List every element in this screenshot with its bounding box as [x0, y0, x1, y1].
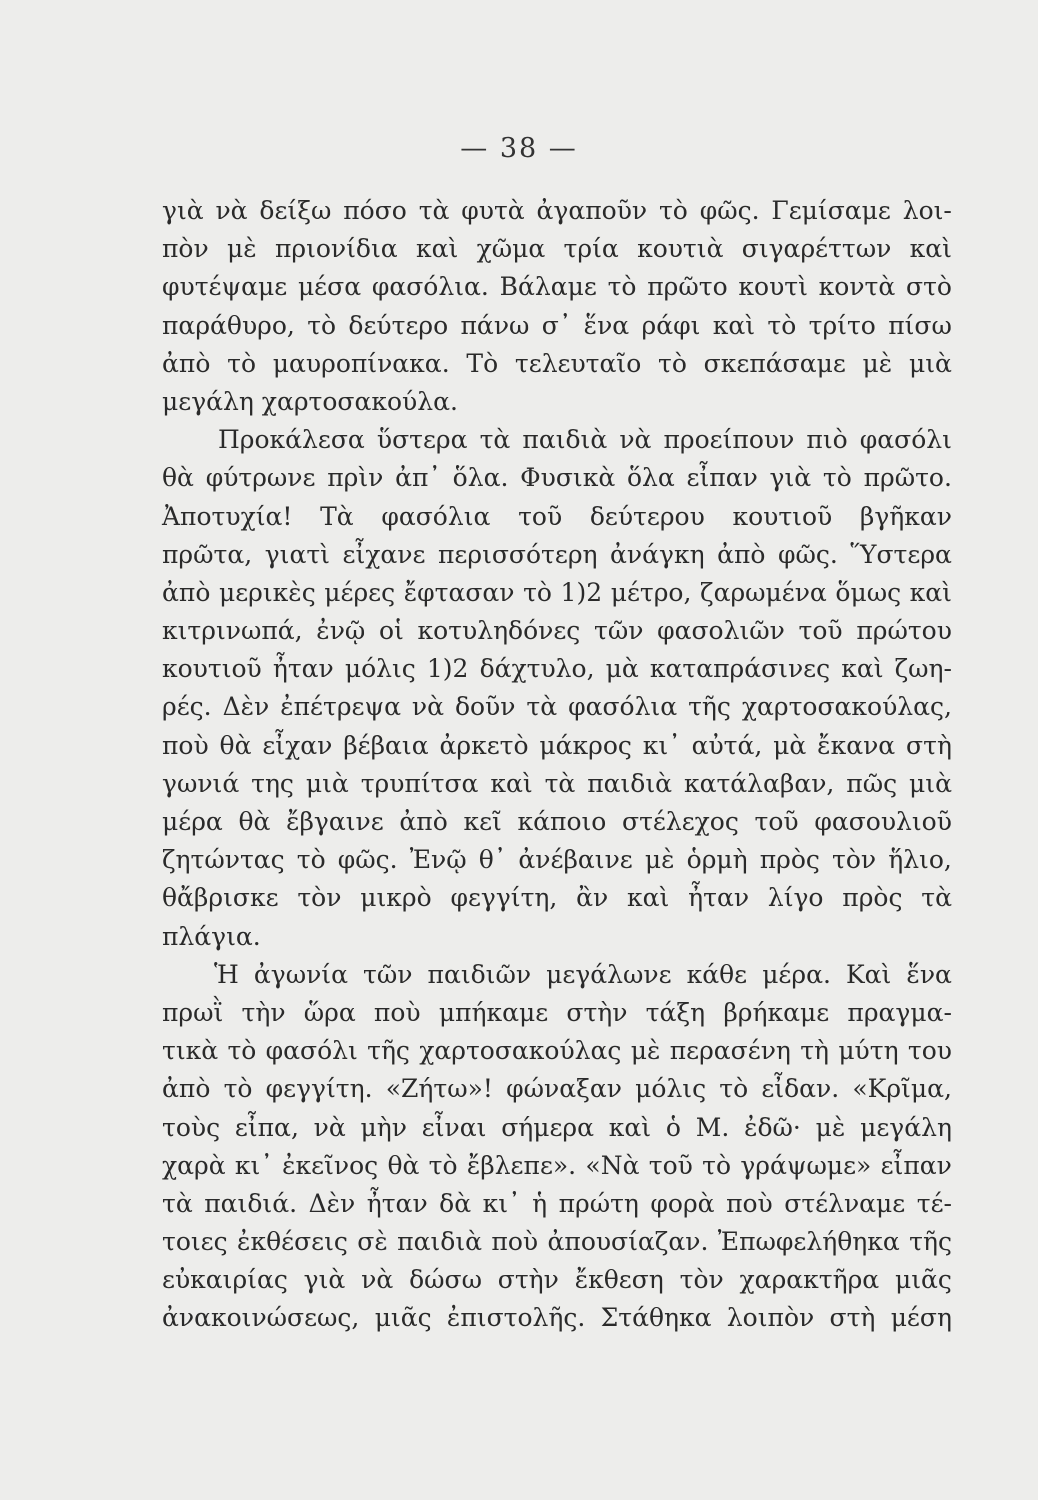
- word: Ἡ: [214, 959, 239, 989]
- word: Βάλαμε: [499, 272, 597, 302]
- word: τὸ: [296, 845, 326, 875]
- word: ἀνακοινώσεως,: [162, 1303, 360, 1333]
- word: μάκρος: [539, 730, 632, 760]
- word: τὰ: [418, 196, 450, 225]
- word: τάξη: [645, 997, 706, 1027]
- word: χῶμα: [476, 234, 546, 264]
- text-line: [162, 841, 952, 879]
- word: μαυροπίνακα.: [272, 348, 450, 378]
- text-line: πλάγια.: [162, 921, 261, 951]
- word: τοῦ: [754, 807, 799, 836]
- word: 1)2: [426, 654, 469, 684]
- text-line: [162, 1147, 952, 1185]
- word: θὰ: [387, 1150, 420, 1180]
- word: φασουλιοῦ: [814, 807, 952, 836]
- word: ἂν: [576, 883, 609, 913]
- word: Τὰ: [320, 501, 354, 531]
- word: καὶ: [627, 883, 670, 913]
- text-line: [162, 574, 952, 612]
- text-line: [162, 1032, 952, 1070]
- word: δείξω: [259, 196, 332, 225]
- text-line: [162, 498, 952, 536]
- word: ἀνάγκη: [610, 539, 705, 569]
- text-line: [162, 230, 952, 268]
- word: κουτιὰ: [637, 234, 724, 264]
- word: μιὰ: [305, 768, 349, 798]
- word: γιὰ: [769, 463, 812, 493]
- word: τῶν: [594, 616, 644, 646]
- word: πρὸς: [842, 883, 903, 913]
- word: εἶπα,: [234, 1112, 299, 1142]
- word: πῶς: [846, 768, 898, 798]
- word: μικρὸ: [360, 883, 432, 913]
- text-line: [162, 421, 952, 459]
- word: ἀπὸ: [162, 577, 211, 607]
- word: θ᾽: [478, 845, 507, 875]
- page-number: — 38 —: [460, 133, 578, 164]
- word: φῶς.: [337, 845, 398, 875]
- word: εἶπαν: [686, 463, 758, 493]
- word: γιὰ: [162, 196, 204, 225]
- text-line: [162, 192, 952, 230]
- word: τικὰ: [162, 1036, 219, 1066]
- word: φασόλια.: [371, 272, 489, 302]
- word: μὲ: [644, 845, 675, 875]
- word: καὶ: [608, 1112, 652, 1142]
- word: καὶ: [712, 310, 756, 340]
- word: πὸν: [162, 234, 209, 264]
- word: κάθε: [686, 959, 748, 989]
- word: τὸ: [719, 1074, 749, 1104]
- word: μὲ: [862, 348, 893, 378]
- word: φασόλι: [265, 1036, 358, 1066]
- word: ἦταν: [272, 654, 334, 684]
- word: Μ.: [695, 1112, 730, 1142]
- word: θὰ: [238, 807, 271, 836]
- word: τὸ: [767, 310, 797, 340]
- word: φυτὰ: [461, 196, 525, 225]
- word: μεγάλη: [860, 1112, 952, 1142]
- word: τὸν: [297, 883, 342, 913]
- word: καὶ: [490, 768, 533, 798]
- word: τὰ: [526, 692, 558, 722]
- word: ἐνῷ: [316, 616, 366, 646]
- word: βρήκαμε: [723, 997, 830, 1027]
- word: ὁ: [665, 1112, 681, 1142]
- word: τὸ: [658, 348, 687, 378]
- text-line: [162, 459, 952, 497]
- word: στὴν: [497, 1265, 559, 1295]
- word: ἡ: [532, 1188, 548, 1218]
- word: εἶχανε: [342, 539, 426, 569]
- word: τὸ: [428, 1150, 458, 1180]
- word: εἶχαν: [262, 730, 333, 760]
- word: Στάθηκα: [600, 1303, 712, 1333]
- word: τῆς: [909, 1227, 952, 1257]
- word: ἔφτασαν: [403, 577, 515, 607]
- word: της: [251, 768, 294, 798]
- text-line: [162, 994, 952, 1032]
- word: στὴ: [906, 730, 952, 760]
- word: καὶ: [415, 234, 459, 264]
- word: ἐπέτρεψα: [280, 692, 401, 722]
- word: γιατὶ: [264, 539, 330, 569]
- word: τὰ: [479, 425, 511, 455]
- word: μεγάλωνε: [546, 959, 672, 989]
- word: κάποιο: [517, 807, 607, 836]
- word: χαρτοσακούλας,: [741, 692, 952, 722]
- word: πρώτη: [558, 1188, 639, 1218]
- word: τέ-: [916, 1188, 952, 1218]
- word: ὅλα.: [452, 463, 509, 493]
- word: νὰ: [619, 425, 652, 455]
- word: λίγο: [767, 883, 824, 913]
- text-line: [162, 1109, 952, 1147]
- word: πρῶτο.: [863, 463, 952, 493]
- word: φεγγίτη,: [450, 883, 558, 913]
- word: τὰ: [544, 768, 576, 798]
- word: μὲ: [630, 1036, 661, 1066]
- word: πρώτου: [856, 616, 952, 646]
- word: μόλις: [344, 654, 416, 684]
- word: Γεμίσαμε: [771, 196, 891, 225]
- word: κεῖ: [463, 807, 502, 836]
- word: ἀγωνία: [253, 959, 348, 989]
- text-line: [162, 879, 952, 917]
- word: Φυσικὰ: [520, 463, 616, 493]
- word: μόλις: [635, 1074, 707, 1104]
- word: τὸ: [523, 577, 552, 607]
- word: φεγγίτη.: [265, 1074, 373, 1104]
- text-line: [162, 268, 952, 306]
- word: Ὕστερα: [850, 539, 952, 569]
- word: ἕνα: [906, 959, 952, 989]
- word: μὲ: [815, 1112, 846, 1142]
- word: μιᾶς: [894, 1265, 952, 1295]
- word: δεύτερο: [348, 310, 449, 340]
- word: στέλναμε: [784, 1188, 906, 1218]
- text-line: [162, 727, 952, 765]
- word: αὐτά,: [691, 730, 763, 760]
- word: τὸ: [223, 1074, 253, 1104]
- word: τρυπίτσα: [360, 768, 479, 798]
- word: πραγμα-: [847, 997, 952, 1027]
- word: τὸν: [679, 1265, 724, 1295]
- text-line: [162, 1299, 952, 1337]
- word: καταπράσινες: [649, 654, 831, 684]
- word: βγῆκαν: [859, 501, 952, 531]
- word: χαρτοσακούλας: [419, 1036, 622, 1066]
- word: κουτιοῦ: [162, 654, 262, 684]
- word: Ἐνῷ: [409, 845, 467, 875]
- word: ὁρμὴ: [686, 845, 748, 875]
- word: κοντὰ: [818, 272, 896, 302]
- word: τὸν: [832, 845, 877, 875]
- word: τὰ: [921, 883, 952, 913]
- word: ἕνα: [583, 310, 630, 340]
- word: τὸ: [658, 196, 688, 225]
- word: Δὲν: [308, 1188, 356, 1218]
- word: στέλεχος: [622, 807, 739, 836]
- text-line: [162, 536, 952, 574]
- word: φύτρωνε: [205, 463, 316, 493]
- word: ἀρκετὸ: [439, 730, 529, 760]
- word: τὸ: [227, 1036, 257, 1066]
- word: ποὺ: [726, 1188, 773, 1218]
- word: μέρα.: [762, 959, 831, 989]
- text-line: [162, 612, 952, 650]
- word: νὰ: [361, 1265, 394, 1295]
- word: μιὰ: [908, 348, 952, 378]
- word: «Νὰ: [585, 1150, 640, 1180]
- word: τῆς: [688, 692, 731, 722]
- text-line: [162, 650, 952, 688]
- word: ὥρα: [303, 997, 356, 1027]
- word: περασένη: [669, 1036, 791, 1066]
- word: ποὺ: [491, 1227, 539, 1257]
- word: φορὰ: [650, 1188, 715, 1218]
- word: του: [907, 1036, 952, 1066]
- word: ἀπ᾽: [395, 463, 441, 493]
- word: νὰ: [215, 196, 248, 225]
- word: καὶ: [909, 577, 952, 607]
- word: δοῦν: [454, 692, 516, 722]
- word: «Κρῖμα,: [852, 1074, 952, 1104]
- word: μέση: [890, 1303, 952, 1333]
- word: μὰ: [605, 654, 639, 684]
- word: ἔκανα: [817, 730, 896, 760]
- word: ἀπὸ: [162, 1074, 211, 1104]
- word: τρία: [563, 234, 619, 264]
- word: κουτιοῦ: [732, 501, 833, 531]
- word: Προκάλεσα: [218, 425, 365, 455]
- word: τὸ: [307, 310, 337, 340]
- word: παιδιά.: [204, 1188, 298, 1218]
- word: τοῦ: [648, 1150, 693, 1180]
- word: τοὺς: [162, 1112, 221, 1142]
- word: πρὸς: [759, 845, 820, 875]
- word: φυτέψαμε: [162, 272, 288, 302]
- word: Τὸ: [466, 348, 499, 378]
- text-line: [162, 1070, 952, 1108]
- word: τελευταῖο: [514, 348, 642, 378]
- word: εἶπαν: [880, 1150, 952, 1180]
- word: 1)2: [560, 577, 603, 607]
- word: κι᾽: [642, 730, 681, 760]
- word: τῶν: [363, 959, 413, 989]
- word: τὸ: [822, 463, 852, 493]
- word: κατάλαβαν,: [683, 768, 835, 798]
- word: ἀπουσίαζαν.: [547, 1227, 709, 1257]
- word: κιτρινωπά,: [162, 616, 303, 646]
- word: σὲ: [357, 1227, 388, 1257]
- word: ζητώντας: [162, 845, 285, 875]
- word: στὸ: [906, 272, 952, 302]
- word: πάνω: [460, 310, 530, 340]
- word: κι᾽: [482, 1188, 521, 1218]
- word: ἦταν: [366, 1188, 428, 1218]
- word: σιγαρέττων: [741, 234, 892, 264]
- word: ποὺ: [373, 997, 421, 1027]
- word: μύτη: [838, 1036, 899, 1066]
- word: καὶ: [841, 654, 884, 684]
- word: θἄβρισκε: [162, 883, 279, 913]
- word: εὐκαιρίας: [162, 1265, 288, 1295]
- word: παιδιῶν: [427, 959, 532, 989]
- word: νὰ: [411, 692, 444, 722]
- word: περισσότερη: [437, 539, 598, 569]
- word: ἔκθεση: [574, 1265, 664, 1295]
- word: δώσω: [409, 1265, 482, 1295]
- word: τὴν: [241, 997, 286, 1027]
- word: μιᾶς: [374, 1303, 432, 1333]
- text-line: μεγάλη χαρτοσακούλα.: [162, 386, 458, 416]
- word: εἶναι: [421, 1112, 487, 1142]
- word: μέρες: [324, 577, 396, 607]
- word: τοιες: [162, 1227, 228, 1257]
- word: πρὶν: [327, 463, 384, 493]
- text-line: [162, 345, 952, 383]
- word: τοῦ: [798, 616, 843, 646]
- word: πίσω: [888, 310, 952, 340]
- word: τρίτο: [808, 310, 876, 340]
- word: πριονίδια: [274, 234, 398, 264]
- word: στὴ: [829, 1303, 876, 1333]
- word: ἐκεῖνος: [282, 1150, 379, 1180]
- word: δάχτυλο,: [479, 654, 595, 684]
- word: μὰ: [773, 730, 807, 760]
- word: τὸ: [227, 348, 257, 378]
- word: μέσα: [297, 272, 362, 302]
- word: φασόλι: [859, 425, 952, 455]
- word: ὅλα: [626, 463, 675, 493]
- word: Δὲν: [222, 692, 270, 722]
- word: ράφι: [641, 310, 701, 340]
- word: φασόλια: [381, 501, 491, 531]
- word: καὶ: [909, 234, 952, 264]
- word: παράθυρο,: [162, 310, 295, 340]
- word: Ἐπωφελήθηκα: [717, 1227, 900, 1257]
- word: ἀγαποῦν: [536, 196, 648, 225]
- word: δεύτερου: [589, 501, 705, 531]
- word: φώναξαν: [506, 1074, 622, 1104]
- text-line: [162, 307, 952, 345]
- word: ἥλιο,: [888, 845, 952, 875]
- word: μπήκαμε: [438, 997, 549, 1027]
- word: ἦταν: [688, 883, 750, 913]
- word: ὕστερα: [376, 425, 468, 455]
- word: τὴ: [800, 1036, 829, 1066]
- word: ρές.: [162, 692, 212, 722]
- word: ὅμως: [835, 577, 902, 607]
- word: φῶς.: [699, 196, 760, 225]
- word: ἔβλεπε».: [466, 1150, 577, 1180]
- word: ἀπὸ: [399, 807, 448, 836]
- word: πρωῒ: [162, 997, 224, 1027]
- word: μὲ: [226, 234, 257, 264]
- word: χαρακτῆρα: [739, 1265, 880, 1295]
- word: λοιπὸν: [726, 1303, 815, 1333]
- word: δὰ: [439, 1188, 472, 1218]
- word: νὰ: [313, 1112, 346, 1142]
- word: γωνιά: [162, 768, 240, 798]
- text-line: [162, 956, 952, 994]
- word: σκεπάσαμε: [703, 348, 846, 378]
- word: ἐδῶ·: [744, 1112, 801, 1142]
- word: οἱ: [378, 616, 404, 646]
- word: θὰ: [219, 730, 252, 760]
- word: κουτὶ: [738, 272, 808, 302]
- text-line: [162, 765, 952, 803]
- text-line: [162, 1185, 952, 1223]
- body-text: [162, 192, 952, 1338]
- text-line: [162, 688, 952, 726]
- word: μερικὲς: [218, 577, 316, 607]
- word: γιὰ: [303, 1265, 346, 1295]
- word: «Ζήτω»!: [385, 1074, 493, 1104]
- word: ἐπιστολῆς.: [446, 1303, 586, 1333]
- word: τὸ: [607, 272, 637, 302]
- word: φῶς.: [778, 539, 838, 569]
- word: Καὶ: [845, 959, 892, 989]
- word: σ᾽: [541, 310, 572, 340]
- text-line: [162, 1261, 952, 1299]
- word: ποὺ: [162, 730, 209, 760]
- word: πρῶτα,: [162, 539, 253, 569]
- word: ἀνέβαινε: [518, 845, 633, 875]
- word: ἀπὸ: [162, 348, 211, 378]
- word: μὴν: [360, 1112, 407, 1142]
- word: μέρα: [162, 807, 223, 836]
- text-line: [162, 1223, 952, 1261]
- word: παιδιὰ: [522, 425, 608, 455]
- word: τῆς: [367, 1036, 410, 1066]
- word: πόσο: [343, 196, 407, 225]
- word: κοτυληδόνες: [417, 616, 581, 646]
- word: βέβαια: [343, 730, 429, 760]
- word: πιὸ: [806, 425, 848, 455]
- word: ἔβγαινε: [286, 807, 384, 836]
- word: μέτρο,: [610, 577, 692, 607]
- word: ἀπὸ: [717, 539, 766, 569]
- word: σήμερα: [501, 1112, 595, 1142]
- word: στὴν: [566, 997, 628, 1027]
- word: τὸ: [702, 1150, 732, 1180]
- word: κι᾽: [234, 1150, 273, 1180]
- word: ἐκθέσεις: [237, 1227, 348, 1257]
- word: θὰ: [162, 463, 194, 493]
- word: τοῦ: [518, 501, 563, 531]
- word: φασόλια: [568, 692, 678, 722]
- word: παιδιὰ: [397, 1227, 483, 1257]
- word: χαρὰ: [162, 1150, 226, 1180]
- word: παιδιὰ: [587, 768, 673, 798]
- word: προείπουν: [663, 425, 795, 455]
- word: γράψωμε»: [740, 1150, 872, 1180]
- word: ζωη-: [894, 654, 952, 684]
- word: τὰ: [162, 1188, 193, 1218]
- word: εἶδαν.: [761, 1074, 840, 1104]
- word: φασολιῶν: [657, 616, 785, 646]
- word: Ἀποτυχία!: [162, 501, 293, 531]
- word: λοι-: [902, 196, 952, 225]
- word: ζαρωμένα: [700, 577, 827, 607]
- word: μιὰ: [909, 768, 952, 798]
- word: πρῶτο: [647, 272, 728, 302]
- text-line: [162, 803, 952, 841]
